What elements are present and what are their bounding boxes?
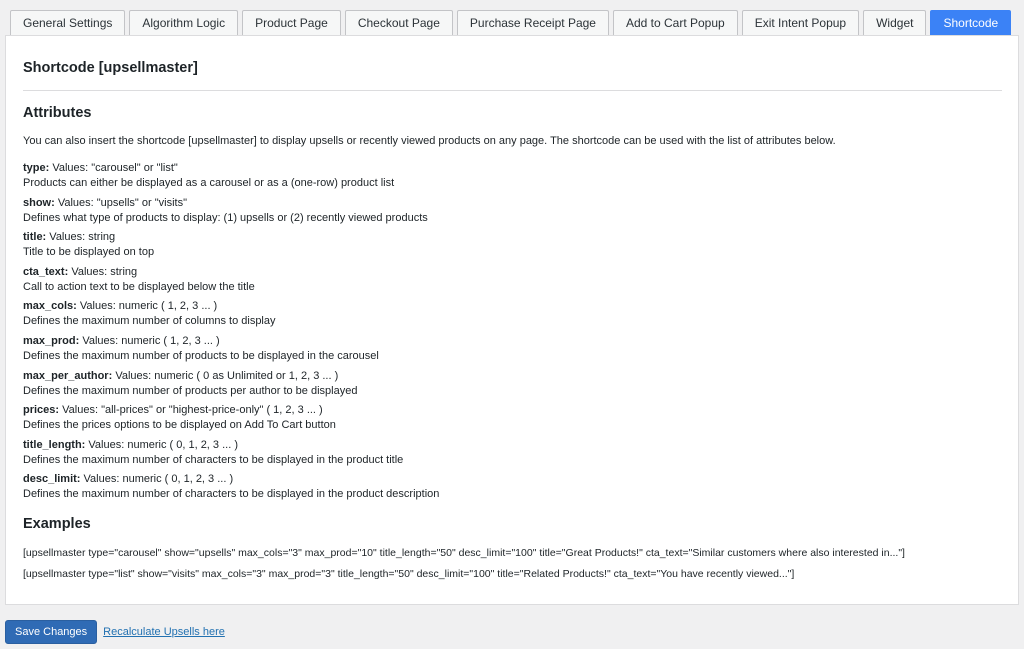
attribute-description: Defines the prices options to be displayed on Add To Cart button	[23, 419, 336, 432]
tab-general-settings[interactable]: General Settings	[10, 10, 125, 36]
attribute-values: Values: numeric ( 0 as Unlimited or 1, 2, 3 ... )	[115, 369, 339, 382]
attribute-values: Values: numeric ( 1, 2, 3 ... )	[82, 334, 220, 347]
attribute-values: Values: "upsells" or "visits"	[57, 196, 187, 209]
attribute-description: Defines what type of products to display: (1) upsells or (2) recently viewed products	[23, 211, 428, 224]
tab-widget[interactable]: Widget	[863, 10, 926, 36]
page-title: Shortcode [upsellmaster]	[23, 60, 198, 76]
settings-tabs	[10, 10, 1011, 36]
attribute-description: Defines the maximum number of products to be displayed in the carousel	[23, 349, 379, 362]
attribute-name: max_cols:	[23, 300, 77, 313]
attribute-values: Values: "all-prices" or "highest-price-only" ( 1, 2, 3 ... )	[62, 404, 323, 417]
attribute-item	[23, 230, 439, 265]
attribute-item	[23, 472, 439, 507]
attribute-values: Values: numeric ( 0, 1, 2, 3 ... )	[83, 473, 234, 486]
attribute-name: max_prod:	[23, 334, 80, 347]
example-shortcode: [upsellmaster type="list" show="visits" max_cols="3" max_prod="3" title_length="50" desc_limit="100" title="Related Products!" cta_text="You have recently viewed..."]	[23, 568, 795, 580]
attribute-description: Defines the maximum number of columns to display	[23, 315, 276, 328]
shortcode-panel	[5, 35, 1019, 605]
attribute-description: Title to be displayed on top	[23, 246, 155, 259]
attribute-description: Products can either be displayed as a carousel or as a (one-row) product list	[23, 177, 395, 189]
attribute-item	[23, 299, 439, 334]
tab-product-page[interactable]: Product Page	[242, 10, 341, 36]
attribute-list	[23, 161, 439, 507]
attribute-name: prices:	[23, 404, 60, 417]
intro-text: You can also insert the shortcode [upsellmaster] to display upsells or recently viewed products on any page. The shortcode can be used with the list of attributes below.	[23, 135, 836, 147]
attribute-item	[23, 403, 439, 438]
attribute-values: Values: string	[49, 231, 116, 244]
attribute-description: Call to action text to be displayed below the title	[23, 280, 255, 293]
attribute-name: title_length:	[23, 438, 86, 451]
tab-shortcode[interactable]: Shortcode	[930, 10, 1011, 36]
tab-algorithm-logic[interactable]: Algorithm Logic	[129, 10, 238, 36]
tab-exit-intent-popup[interactable]: Exit Intent Popup	[742, 10, 859, 36]
attribute-name: desc_limit:	[23, 473, 81, 486]
attribute-item	[23, 369, 439, 404]
example-shortcode: [upsellmaster type="carousel" show="upsells" max_cols="3" max_prod="10" title_length="50" desc_limit="100" title="Great Products!" cta_text="Similar customers where also interested in..."]	[23, 547, 905, 559]
tab-purchase-receipt-page[interactable]: Purchase Receipt Page	[457, 10, 609, 36]
attribute-item	[23, 438, 439, 473]
form-footer	[5, 620, 225, 644]
attribute-description: Defines the maximum number of characters to be displayed in the product title	[23, 453, 404, 466]
attribute-item	[23, 196, 439, 231]
attribute-description: Defines the maximum number of products per author to be displayed	[23, 384, 358, 397]
title-divider	[23, 90, 1002, 91]
attribute-values: Values: "carousel" or "list"	[52, 162, 178, 174]
recalculate-upsells-link[interactable]: Recalculate Upsells here	[103, 626, 225, 638]
examples-list	[23, 546, 905, 588]
attribute-values: Values: numeric ( 1, 2, 3 ... )	[79, 300, 218, 313]
tab-checkout-page[interactable]: Checkout Page	[345, 10, 453, 36]
attribute-item	[23, 334, 439, 369]
attribute-name: show:	[23, 196, 55, 209]
save-changes-button[interactable]: Save Changes	[5, 620, 97, 644]
attribute-name: type:	[23, 162, 50, 174]
attribute-item	[23, 265, 439, 300]
attribute-name: max_per_author:	[23, 369, 113, 382]
attribute-values: Values: numeric ( 0, 1, 2, 3 ... )	[88, 438, 238, 451]
attribute-description: Defines the maximum number of characters to be displayed in the product description	[23, 488, 440, 501]
attribute-values: Values: string	[71, 265, 138, 278]
tab-add-to-cart-popup[interactable]: Add to Cart Popup	[613, 10, 738, 36]
attribute-item	[23, 161, 439, 196]
attribute-name: cta_text:	[23, 265, 69, 278]
attribute-name: title:	[23, 231, 47, 244]
attributes-heading: Attributes	[23, 105, 92, 121]
examples-heading: Examples	[23, 516, 91, 532]
